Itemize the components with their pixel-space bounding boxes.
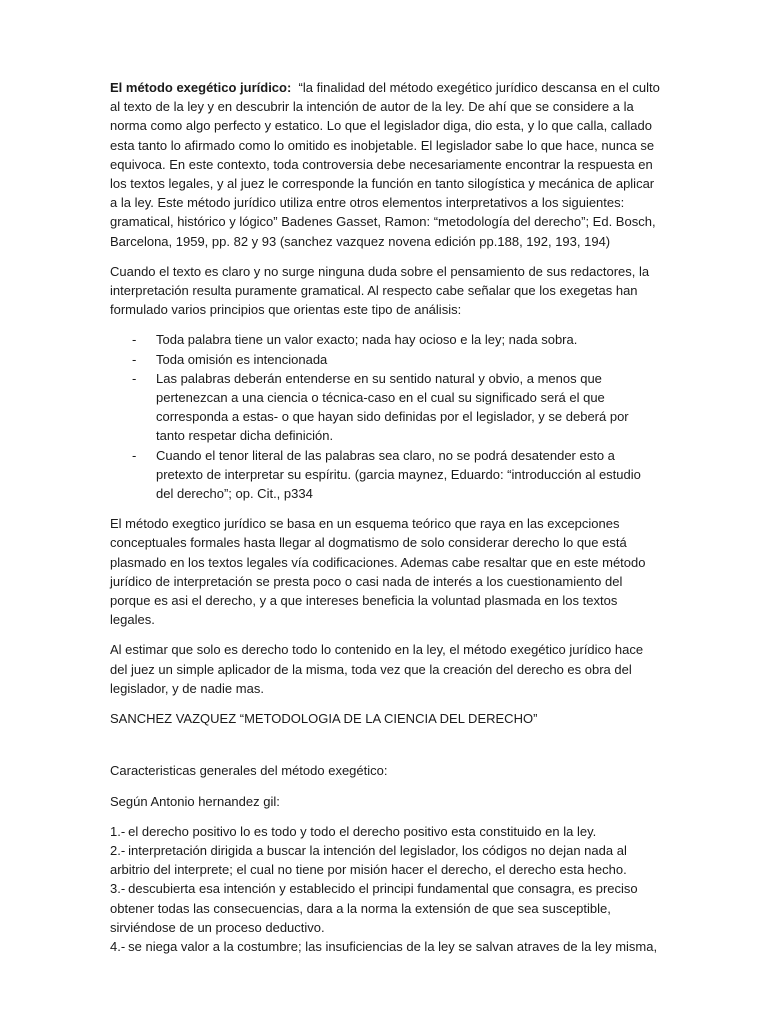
judge-paragraph: Al estimar que solo es derecho todo lo contenido en la ley, el método exegético jurídico hace del juez un simple aplicador de la misma, toda vez que la creación del derecho es obra del legislador, y de nadie mas. (110, 642, 644, 696)
list-dash: - (132, 351, 137, 367)
item-text: descubierta esa intención y establecido el principi fundamental que consagra, es preciso obtener todas las consecuencias, dara a la norma la extensión de que sea susceptible, sirviéndose de un proceso deductivo. (110, 881, 638, 935)
list-item (110, 330, 660, 349)
list-item-text: Toda palabra tiene un valor exacto; nada hay ocioso e la ley; nada sobra. (156, 332, 578, 348)
numbered-item (110, 937, 660, 956)
list-item-text: Las palabras deberán entenderse en su sentido natural y obvio, a menos que pertenezcan a una ciencia o técnica-caso en el cual su significado será el que corresponda a estas- o que hayan sido definidas por el legislador, y se deberá por tanto respetar dicha definición. (156, 370, 629, 444)
blank-space (110, 739, 660, 761)
numbered-list (110, 822, 660, 956)
list-dash: - (132, 370, 137, 386)
author-line: Según Antonio hernandez gil: (110, 793, 280, 809)
list-item (110, 350, 660, 369)
item-number: 2.- (110, 842, 126, 858)
list-item-text: Toda omisión es intencionada (156, 351, 328, 367)
document-page (110, 78, 660, 956)
item-text: interpretación dirigida a buscar la intención del legislador, los códigos no dejan nada al arbitrio del interprete; el cual no tiene por misión hacer el derecho, el derecho esta hecho. (110, 842, 627, 878)
grammatical-paragraph: Cuando el texto es claro y no surge ninguna duda sobre el pensamiento de sus redactores, la interpretación resulta puramente gramatical. Al respecto cabe señalar que los exegetas han formulado varios principios que orientas este tipo de análisis: (110, 263, 650, 318)
list-dash: - (132, 447, 137, 463)
item-number: 3.- (110, 881, 126, 897)
intro-text: “la finalidad del método exegético jurídico descansa en el culto al texto de la ley y en descubrir la intención de autor de la ley. De ahí que se considere a la norma como algo perfecto y estatico. Lo que el legislador diga, dio esta, y lo que calla, callado esta tanto lo afirmado como lo omitido es inobjetable. El legislador sabe lo que hace, nunca se equivoca. En este contexto, toda controversia debe necesariamente encontrar la respuesta en los textos legales, y al juez le corresponde la función en tanto silogística y mecánica de aplicar a la ley. Este método jurídico utiliza entre otros elementos interpretativos a los siguientes: gramatical, histórico y lógico” Badenes Gasset, Ramon: “metodología del derecho”; Ed. Bosch, Barcelona, 1959, pp. 82 y 93 (sanchez vazquez novena edición pp.188, 192, 193, 194) (110, 80, 660, 249)
numbered-item (110, 841, 660, 879)
intro-title: El método exegético jurídico: (110, 80, 292, 95)
exegetic-paragraph: El método exegtico jurídico se basa en un esquema teórico que raya en las excepciones conceptuales formales hasta llegar al dogmatismo de solo considerar derecho lo que está plasmado en los textos legales vía codificaciones. Ademas cabe resaltar que en este método jurídico de interpretación se presta poco o casi nada de interés a los cuestionamiento del porque es asi el derecho, y a que intereses beneficia la voluntad plasmada en los textos legales. (110, 516, 646, 628)
source-heading: SANCHEZ VAZQUEZ “METODOLOGIA DE LA CIENCIA DEL DERECHO” (110, 711, 538, 727)
principles-list (110, 330, 660, 503)
numbered-item (110, 822, 660, 841)
item-text: el derecho positivo lo es todo y todo el derecho positivo esta constituido en la ley. (128, 823, 597, 839)
item-number: 1.- (110, 823, 126, 839)
item-number: 4.- (110, 938, 126, 954)
list-item (110, 446, 660, 504)
numbered-item (110, 879, 660, 937)
item-text: se niega valor a la costumbre; las insuficiencias de la ley se salvan atraves de la ley misma, (128, 938, 658, 954)
list-dash: - (132, 332, 137, 348)
list-item-text: Cuando el tenor literal de las palabras sea claro, no se podrá desatender esto a pretexto de interpretar su espíritu. (garcia maynez, Eduardo: “introducción al estudio del derecho”; op. Cit., p334 (156, 447, 641, 502)
section-heading: Caracteristicas generales del método exegético: (110, 763, 388, 779)
list-item (110, 369, 660, 446)
intro-paragraph (110, 78, 660, 251)
